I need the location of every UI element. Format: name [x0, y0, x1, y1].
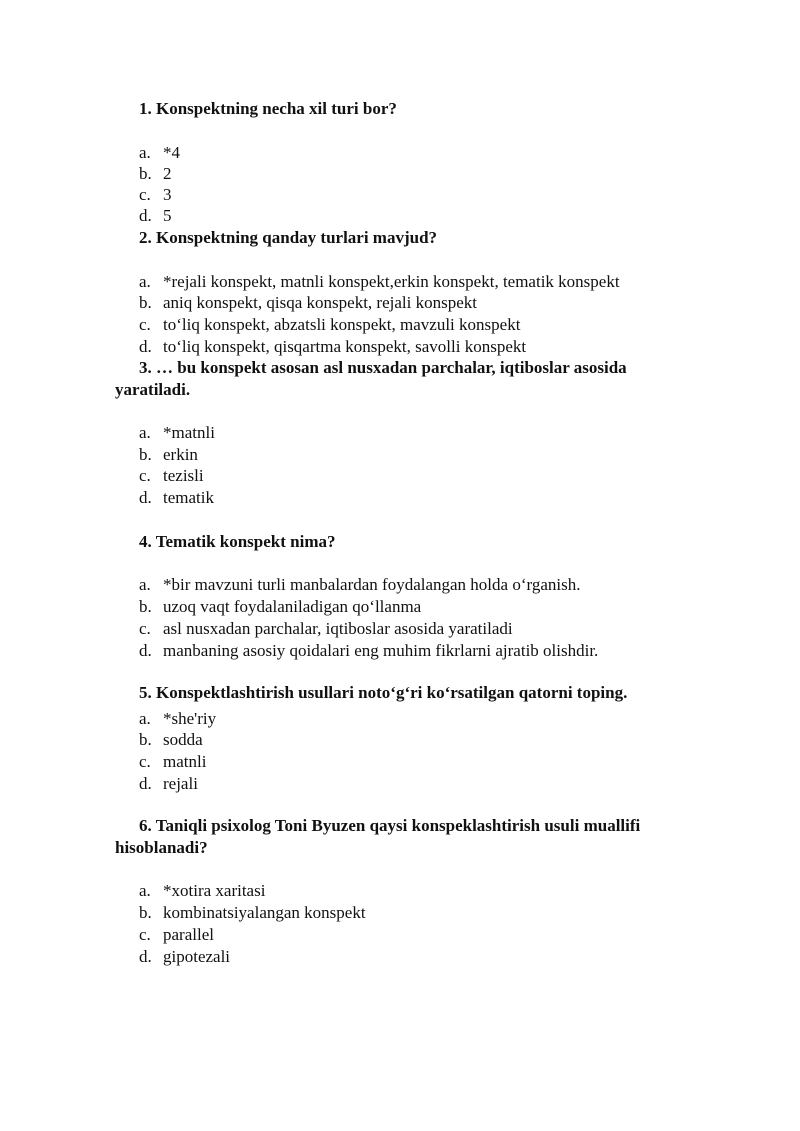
option-letter: b. [139, 164, 152, 183]
option-text: *4 [163, 143, 180, 162]
option-text: to‘liq konspekt, qisqartma konspekt, savolli konspekt [163, 337, 527, 356]
option-letter: d. [139, 488, 152, 507]
option-1d [139, 205, 719, 226]
option-2c [139, 314, 719, 335]
option-1a [139, 142, 719, 163]
option-4b [139, 596, 719, 617]
question-text: … bu konspekt asosan asl nusxadan parchalar, iqtiboslar asosida yaratiladi. [115, 358, 627, 399]
option-letter: c. [139, 315, 151, 334]
option-3c [139, 465, 719, 486]
option-letter: d. [139, 337, 152, 356]
option-5d [139, 773, 719, 794]
option-letter: a. [139, 575, 151, 594]
option-text: 3 [163, 185, 172, 204]
option-text: rejali [163, 774, 198, 793]
option-letter: a. [139, 881, 151, 900]
option-3d [139, 487, 719, 508]
option-3b [139, 444, 719, 465]
question-text: Konspektning necha xil turi bor? [156, 99, 397, 118]
option-text: sodda [163, 730, 203, 749]
option-letter: b. [139, 597, 152, 616]
option-text: kombinatsiyalangan konspekt [163, 903, 366, 922]
question-text: Tematik konspekt nima? [155, 532, 336, 551]
option-5b [139, 729, 719, 750]
option-2a [139, 271, 719, 292]
question-number: 6. [139, 816, 152, 835]
option-text: *xotira xaritasi [163, 881, 266, 900]
option-2b [139, 292, 719, 313]
option-text: *rejali konspekt, matnli konspekt,erkin konspekt, tematik konspekt [163, 272, 620, 291]
question-number: 1. [139, 99, 152, 118]
question-1 [115, 98, 705, 120]
question-number: 2. [139, 228, 152, 247]
option-4d [139, 640, 719, 661]
option-letter: d. [139, 641, 152, 660]
option-letter: c. [139, 466, 151, 485]
question-text: Konspektning qanday turlari mavjud? [156, 228, 438, 247]
option-text: aniq konspekt, qisqa konspekt, rejali konspekt [163, 293, 477, 312]
option-text: erkin [163, 445, 198, 464]
option-text: tematik [163, 488, 214, 507]
option-text: 5 [163, 206, 172, 225]
option-text: *bir mavzuni turli manbalardan foydalangan holda o‘rganish. [163, 575, 581, 594]
option-1b [139, 163, 719, 184]
option-letter: b. [139, 445, 152, 464]
option-letter: a. [139, 709, 151, 728]
option-text: *matnli [163, 423, 215, 442]
option-6c [139, 924, 719, 945]
option-4c [139, 618, 719, 639]
question-number: 5. [139, 683, 152, 702]
option-text: gipotezali [163, 947, 231, 966]
question-text: Taniqli psixolog Toni Byuzen qaysi konspeklashtirish usuli muallifi hisoblanadi? [115, 816, 641, 857]
question-4 [115, 531, 705, 553]
option-letter: c. [139, 619, 151, 638]
option-letter: a. [139, 423, 151, 442]
option-4a [139, 574, 719, 595]
option-letter: d. [139, 774, 152, 793]
option-text: manbaning asosiy qoidalari eng muhim fikrlarni ajratib olishdir. [163, 641, 599, 660]
option-5a [139, 708, 719, 729]
option-letter: d. [139, 947, 152, 966]
option-text: matnli [163, 752, 207, 771]
option-letter: d. [139, 206, 152, 225]
option-1c [139, 184, 719, 205]
option-3a [139, 422, 719, 443]
option-text: asl nusxadan parchalar, iqtiboslar asosida yaratiladi [163, 619, 513, 638]
question-number: 3. [139, 358, 152, 377]
option-letter: c. [139, 752, 151, 771]
question-2 [115, 227, 705, 249]
option-6b [139, 902, 719, 923]
option-text: to‘liq konspekt, abzatsli konspekt, mavzuli konspekt [163, 315, 521, 334]
option-letter: b. [139, 903, 152, 922]
option-letter: a. [139, 143, 151, 162]
option-letter: c. [139, 925, 151, 944]
option-6a [139, 880, 719, 901]
question-6 [115, 815, 705, 859]
option-text: *she'riy [163, 709, 217, 728]
option-letter: b. [139, 293, 152, 312]
question-number: 4. [139, 532, 152, 551]
question-text: Konspektlashtirish usullari noto‘g‘ri ko‘rsatilgan qatorni toping. [156, 683, 628, 702]
option-6d [139, 946, 719, 967]
option-letter: a. [139, 272, 151, 291]
option-text: uzoq vaqt foydalaniladigan qo‘llanma [163, 597, 422, 616]
option-letter: c. [139, 185, 151, 204]
question-5 [115, 682, 705, 704]
option-2d [139, 336, 719, 357]
option-text: 2 [163, 164, 172, 183]
option-letter: b. [139, 730, 152, 749]
option-text: parallel [163, 925, 214, 944]
option-5c [139, 751, 719, 772]
question-3 [115, 357, 705, 401]
option-text: tezisli [163, 466, 204, 485]
